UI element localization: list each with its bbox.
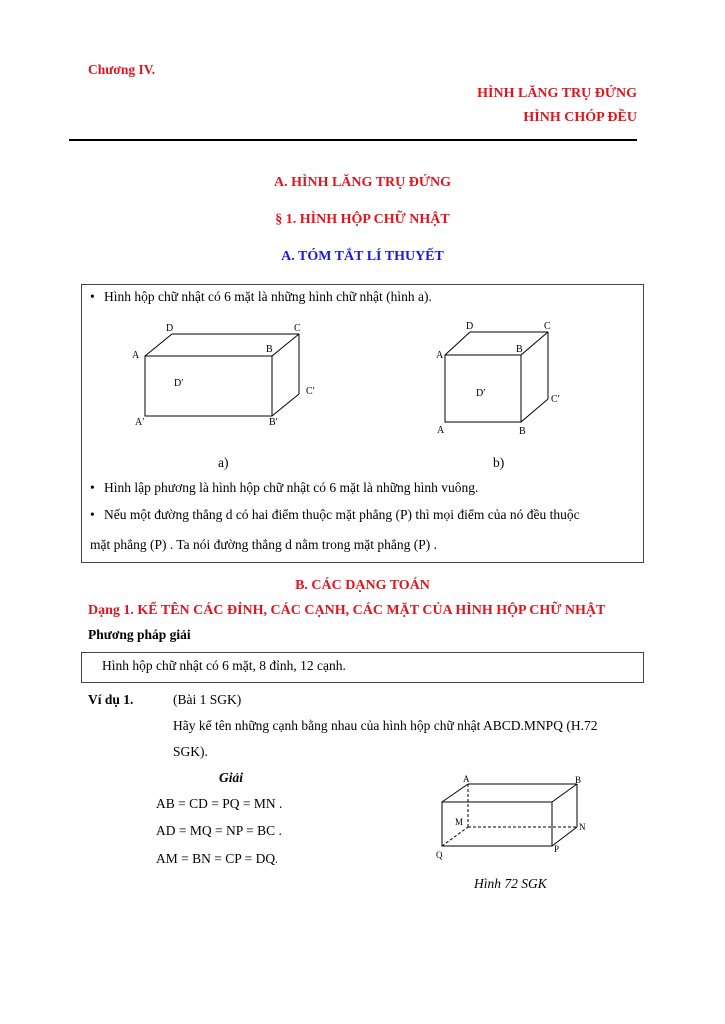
vertex-label-B-bottom: B (519, 426, 526, 437)
theory-item-2: • Hình lập phương là hình hộp chữ nhật có 6 mặt là những hình vuông. (90, 480, 478, 496)
cuboid-figure-72 (430, 772, 590, 868)
vertex-label-D: D (466, 321, 474, 332)
method-label: Phương pháp giải (88, 627, 191, 642)
example-question: Hãy kể tên những cạnh bằng nhau của hình hộp chữ nhật ABCD.MNPQ (H.72 (173, 718, 598, 733)
theory-item-3-cont: mặt phẳng (P) . Ta nói đường thẳng d nằm trong mặt phẳng (P) . (90, 537, 437, 552)
summary-title: A. TÓM TẮT LÍ THUYẾT (281, 249, 444, 264)
part-a-title: A. HÌNH LĂNG TRỤ ĐỨNG (274, 175, 451, 190)
method-text: Hình hộp chữ nhật có 6 mặt, 8 đỉnh, 12 cạnh. (102, 658, 346, 673)
vertex-label-P: P (554, 844, 560, 854)
vertex-label-N: N (579, 822, 586, 832)
vertex-label-A: A (132, 350, 140, 361)
cube-figure-b (430, 316, 570, 440)
equation-1: AB = CD = PQ = MN . (156, 796, 283, 811)
theory-item-3: • Nếu một đường thẳng d có hai điểm thuộc mặt phẳng (P) thì mọi điểm của nó đều thuộc (90, 507, 580, 523)
example-source: (Bài 1 SGK) (173, 692, 242, 707)
chapter-title-line1: HÌNH LĂNG TRỤ ĐỨNG (477, 86, 637, 101)
vertex-label-C: C (544, 321, 551, 332)
equation-3: AM = BN = CP = DQ. (156, 851, 278, 866)
figure-a-caption: a) (218, 455, 229, 470)
vertex-label-D: D (166, 323, 174, 334)
vertex-label-A-prime: A′ (135, 417, 145, 428)
vertex-label-D-prime: D′ (476, 388, 486, 399)
vertex-label-D-prime: D′ (174, 378, 184, 389)
chapter-label: Chương IV. (88, 62, 156, 77)
figure-b-caption: b) (493, 455, 505, 470)
dang-1-heading: Dạng 1. KỂ TÊN CÁC ĐỈNH, CÁC CẠNH, CÁC MẶT CỦA HÌNH HỘP CHỮ NHẬT (88, 603, 606, 618)
vertex-label-B-prime: B′ (269, 417, 278, 428)
vertex-label-M: M (455, 817, 464, 827)
lesson-title: § 1. HÌNH HỘP CHỮ NHẬT (275, 212, 450, 227)
example-label: Ví dụ 1. (88, 692, 134, 707)
vertex-label-Q: Q (436, 850, 443, 860)
vertex-label-C-prime: C′ (551, 394, 560, 405)
vertex-label-B: B (516, 344, 523, 355)
vertex-label-B: B (266, 344, 273, 355)
vertex-label-A: A (436, 350, 444, 361)
figure-72-caption: Hình 72 SGK (474, 876, 547, 891)
equation-2: AD = MQ = NP = BC . (156, 823, 282, 838)
header-divider (69, 139, 637, 141)
cuboid-figure-a (120, 316, 340, 436)
solution-label: Giải (219, 770, 244, 785)
vertex-label-A-bottom: A (437, 425, 445, 436)
theory-item-1: • Hình hộp chữ nhật có 6 mặt là những hình chữ nhật (hình a). (90, 289, 432, 305)
vertex-label-C: C (294, 323, 301, 334)
vertex-label-A: A (463, 774, 470, 784)
types-heading: B. CÁC DẠNG TOÁN (295, 578, 430, 593)
example-question-cont: SGK). (173, 744, 208, 759)
vertex-label-C-prime: C′ (306, 386, 315, 397)
chapter-title-line2: HÌNH CHÓP ĐỀU (523, 110, 637, 125)
vertex-label-B: B (575, 775, 582, 785)
